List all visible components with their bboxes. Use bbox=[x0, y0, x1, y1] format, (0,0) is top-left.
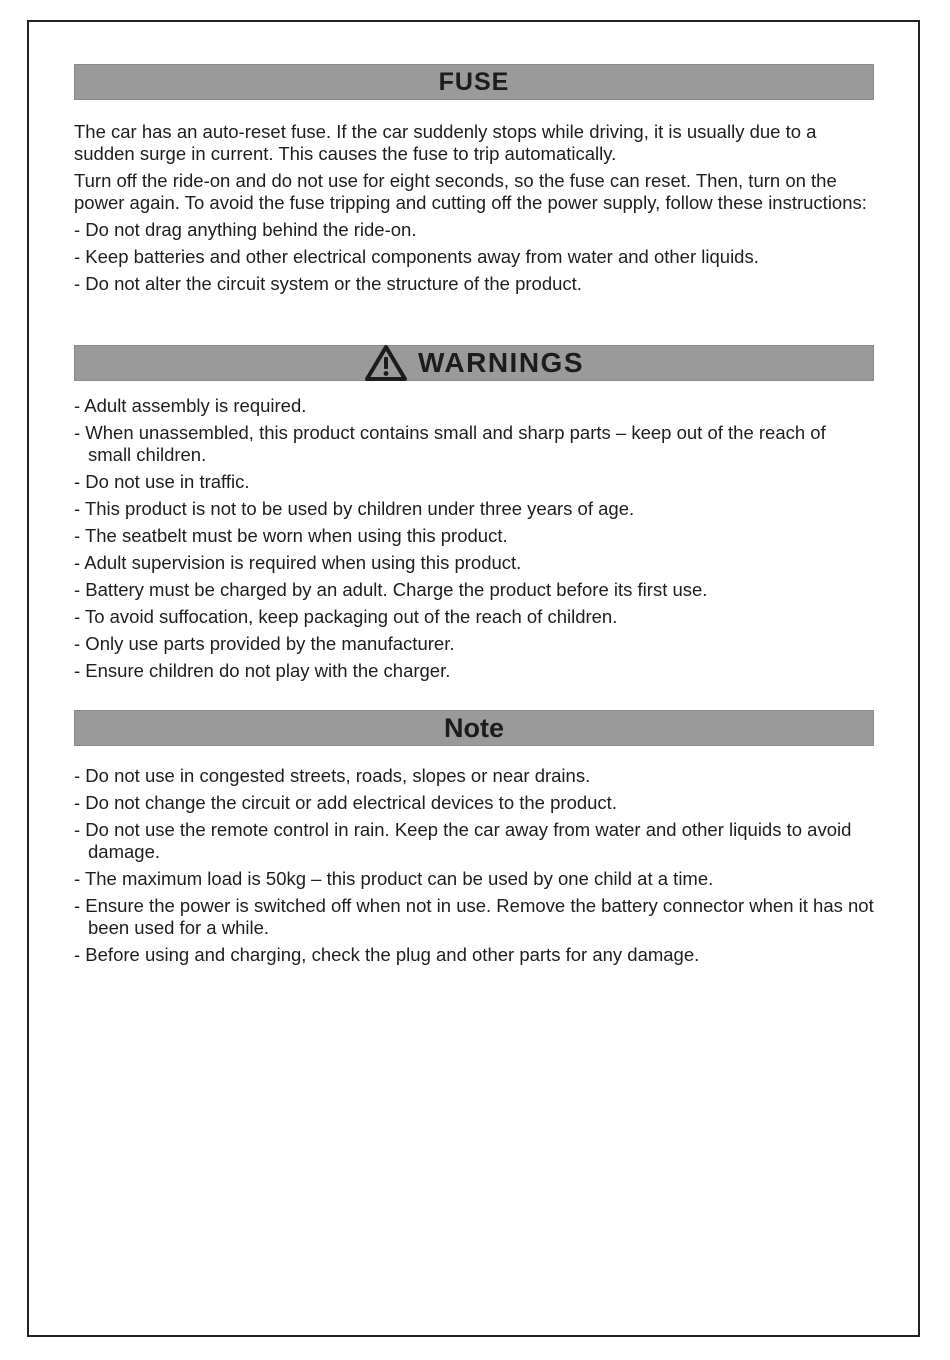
fuse-paragraph: Turn off the ride-on and do not use for eight seconds, so the fuse can reset. Then, turn on the power again. To avoid the fuse tripping and cutting off the power supply, follow these instructions: bbox=[74, 170, 867, 213]
list-item: - Do not drag anything behind the ride-on. bbox=[74, 219, 417, 240]
list-item: - Do not use in congested streets, roads, slopes or near drains. bbox=[74, 765, 591, 786]
list-item: - Only use parts provided by the manufacturer. bbox=[74, 633, 455, 654]
list-item: - Ensure children do not play with the charger. bbox=[74, 660, 451, 681]
note-list bbox=[74, 765, 874, 966]
warnings-title: WARNINGS bbox=[418, 347, 584, 378]
list-item: - This product is not to be used by children under three years of age. bbox=[74, 498, 635, 519]
list-item: - Do not use the remote control in rain. Keep the car away from water and other liquids to avoid damage. bbox=[74, 819, 852, 862]
list-item: - Do not alter the circuit system or the structure of the product. bbox=[74, 273, 582, 294]
warnings-header bbox=[74, 345, 874, 381]
fuse-paragraph: The car has an auto-reset fuse. If the car suddenly stops while driving, it is usually due to a sudden surge in current. This causes the fuse to trip automatically. bbox=[74, 121, 817, 164]
fuse-header bbox=[74, 64, 874, 100]
fuse-title: FUSE bbox=[438, 67, 510, 96]
list-item: - The seatbelt must be worn when using this product. bbox=[74, 525, 508, 546]
warnings-section bbox=[74, 395, 874, 687]
note-header bbox=[74, 710, 874, 746]
list-item: - Battery must be charged by an adult. Charge the product before its first use. bbox=[74, 579, 708, 600]
list-item: - To avoid suffocation, keep packaging out of the reach of children. bbox=[74, 606, 618, 627]
list-item: - Ensure the power is switched off when not in use. Remove the battery connector when it has not been used for a while. bbox=[74, 895, 874, 938]
note-title: Note bbox=[444, 712, 504, 743]
list-item: - When unassembled, this product contains small and sharp parts – keep out of the reach of small children. bbox=[74, 422, 826, 465]
fuse-list bbox=[74, 219, 874, 295]
list-item: - Before using and charging, check the plug and other parts for any damage. bbox=[74, 944, 700, 965]
list-item: - Adult assembly is required. bbox=[74, 395, 307, 416]
list-item: - Adult supervision is required when using this product. bbox=[74, 552, 522, 573]
list-item: - Do not use in traffic. bbox=[74, 471, 250, 492]
list-item: - Keep batteries and other electrical components away from water and other liquids. bbox=[74, 246, 759, 267]
list-item: - Do not change the circuit or add electrical devices to the product. bbox=[74, 792, 617, 813]
fuse-section bbox=[74, 121, 874, 300]
warning-triangle-icon bbox=[364, 344, 408, 382]
warnings-list bbox=[74, 395, 874, 682]
list-item: - The maximum load is 50kg – this product can be used by one child at a time. bbox=[74, 868, 714, 889]
note-section bbox=[74, 765, 874, 971]
